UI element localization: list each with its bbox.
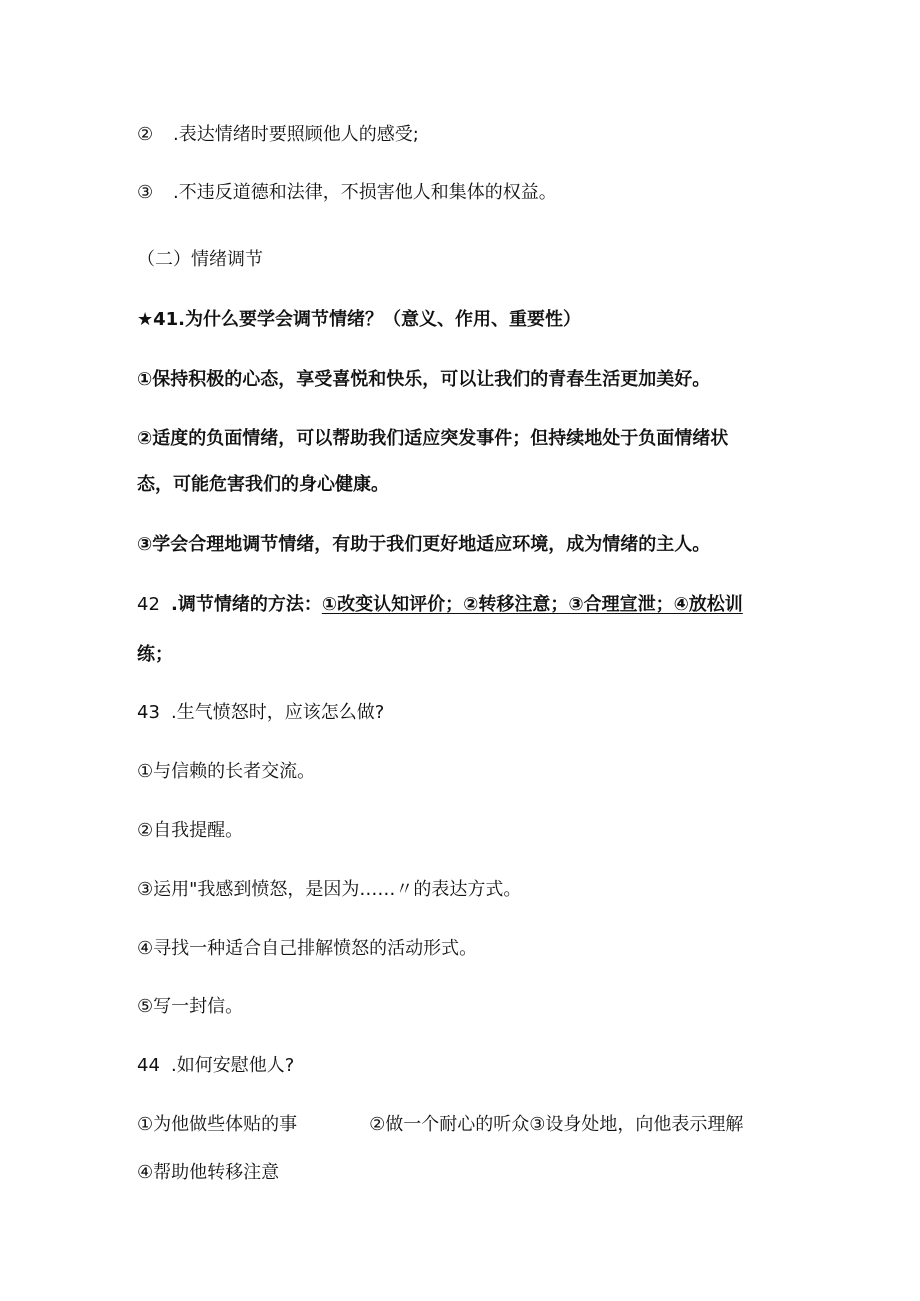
question-label: .调节情绪的方法： xyxy=(171,594,322,615)
q43-answer-1: ①与信赖的长者交流。 xyxy=(137,761,316,782)
question-42 xyxy=(137,593,743,617)
question-42-line-2: 练； xyxy=(137,644,173,665)
q41-answer-2-line-2: 态，可能危害我们的身心健康。 xyxy=(137,474,389,495)
question-number: 44 xyxy=(137,1055,160,1076)
q44-answer-1: ①为他做些体贴的事 xyxy=(137,1114,298,1135)
question-text: .如何安慰他人? xyxy=(171,1055,295,1076)
section-title: （二）情绪调节 xyxy=(137,249,263,270)
question-number: 43 xyxy=(137,702,160,723)
q43-answer-2: ②自我提醒。 xyxy=(137,820,244,841)
item-text: .不违反道德和法律，不损害他人和集体的权益。 xyxy=(173,182,557,203)
question-41: ★41.为什么要学会调节情绪？（意义、作用、重要性） xyxy=(137,309,582,330)
q43-answer-3: ③运用"我感到愤怒，是因为……〃的表达方式。 xyxy=(137,879,522,900)
item-text: .表达情绪时要照顾他人的感受; xyxy=(173,124,419,145)
question-number: 42 xyxy=(137,594,160,615)
q43-answer-4: ④寻找一种适合自己排解愤怒的活动形式。 xyxy=(137,938,478,959)
q44-answer-2-3: ②做一个耐心的听众③设身处地，向他表示理解 xyxy=(369,1114,744,1135)
item-2-express-emotion xyxy=(137,123,419,147)
question-text: .生气愤怒时，应该怎么做? xyxy=(171,702,385,723)
q44-answer-4: ④帮助他转移注意 xyxy=(137,1162,280,1183)
item-3-no-violation xyxy=(137,181,557,205)
q41-answer-3: ③学会合理地调节情绪，有助于我们更好地适应环境，成为情绪的主人。 xyxy=(137,534,711,555)
question-43 xyxy=(137,701,384,725)
item-number: ② xyxy=(137,124,154,145)
q43-answer-5: ⑤写一封信。 xyxy=(137,996,244,1017)
q44-answers-row xyxy=(137,1113,743,1137)
question-44 xyxy=(137,1054,294,1078)
item-number: ③ xyxy=(137,182,154,203)
methods-list: ①改变认知评价；②转移注意；③合理宣泄；④放松训 xyxy=(321,594,743,615)
q41-answer-1: ①保持积极的心态，享受喜悦和快乐，可以让我们的青春生活更加美好。 xyxy=(137,369,711,390)
q41-answer-2-line-1: ②适度的负面情绪，可以帮助我们适应突发事件；但持续地处于负面情绪状 xyxy=(137,428,729,449)
